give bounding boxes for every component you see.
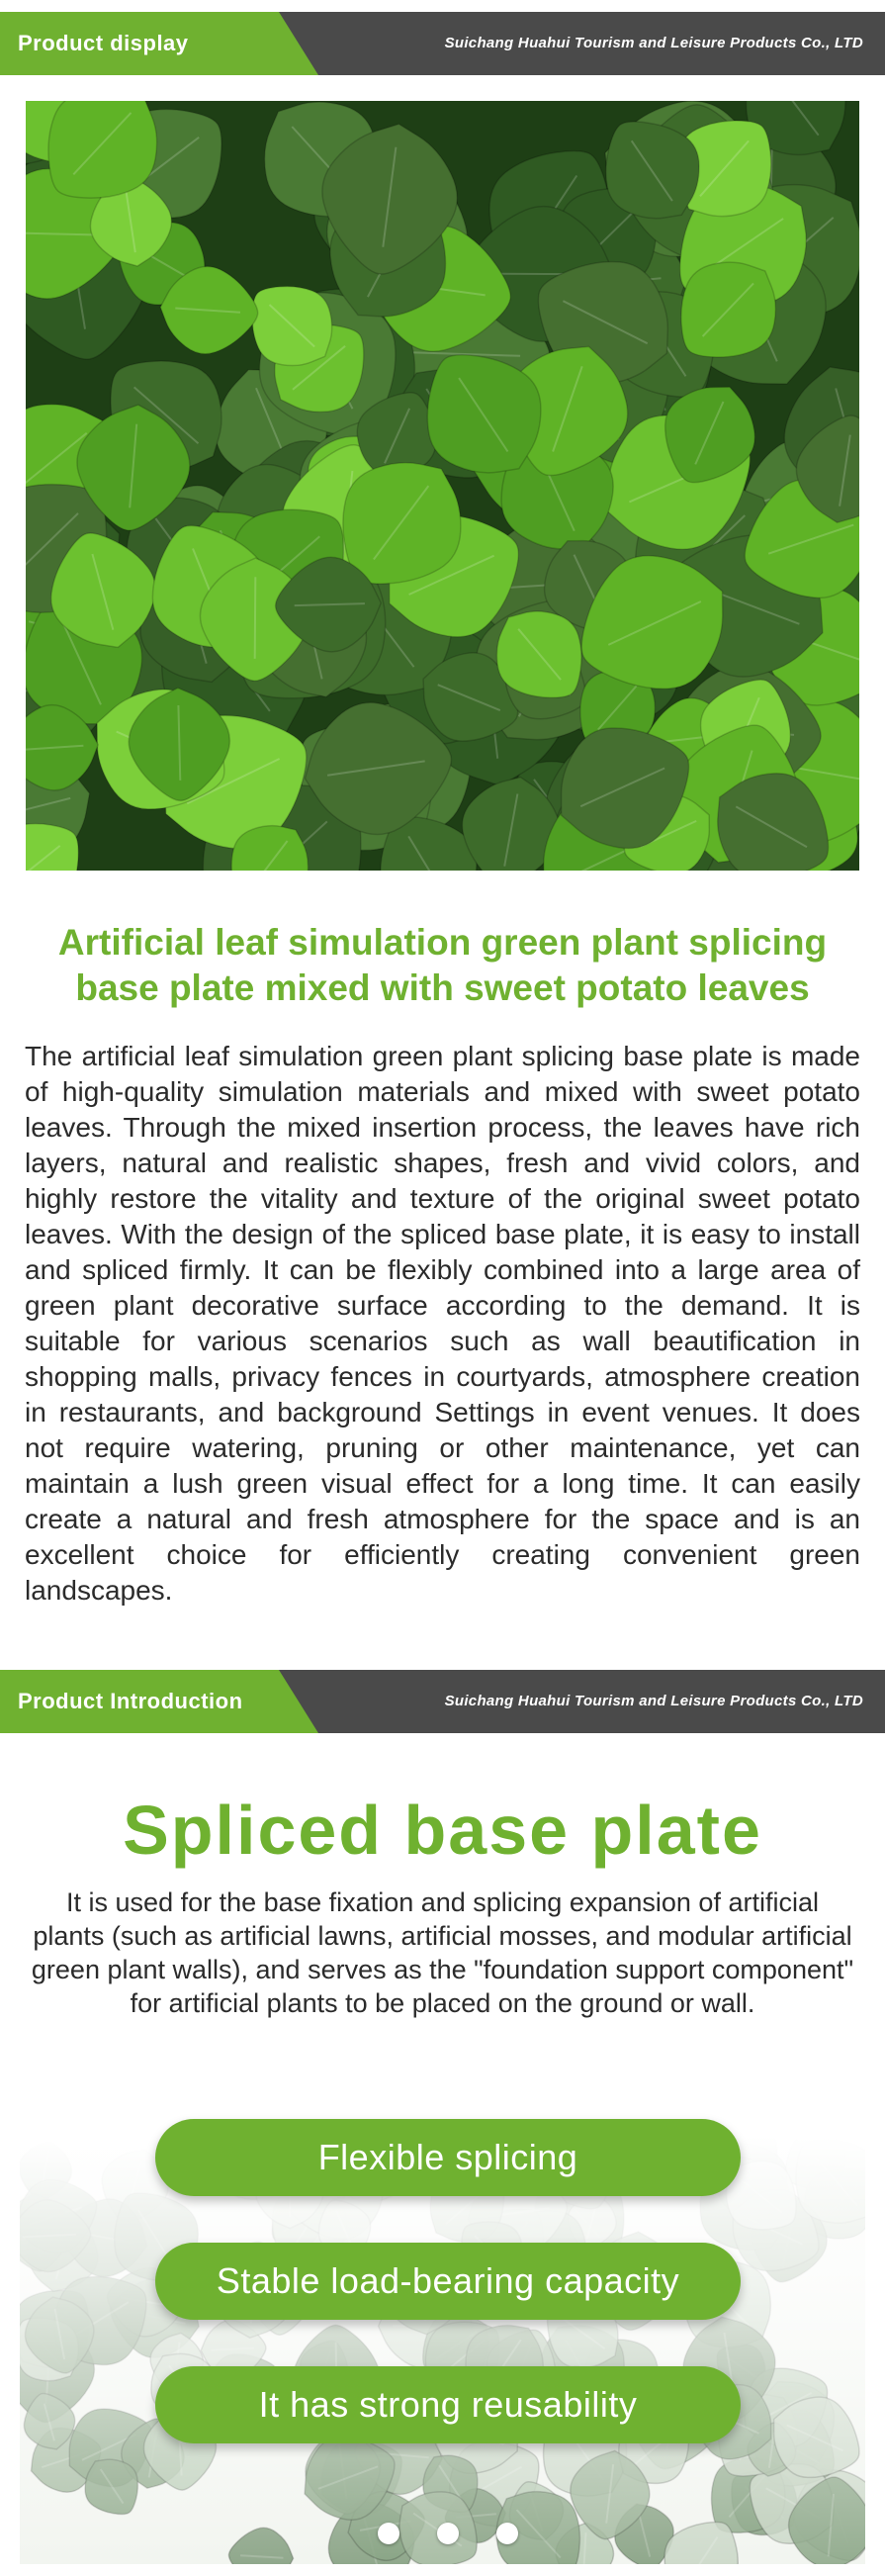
panel-fade-overlay xyxy=(20,2137,865,2564)
faded-leaf-image xyxy=(20,2137,865,2564)
feature-pill-flexible-splicing: Flexible splicing xyxy=(155,2119,741,2196)
feature-pill-load-bearing: Stable load-bearing capacity xyxy=(155,2243,741,2320)
product-title: Artificial leaf simulation green plant splicing base plate mixed with sweet potato leaves xyxy=(57,922,828,1008)
banner-label: Product display xyxy=(18,31,189,55)
intro-description: It is used for the base fixation and splicing expansion of artificial plants (such as artificial lawns, artificial mosses, and modular artificial green plant walls), and serves as the "foundation support component" for artificial plants to be placed on the ground or wall. xyxy=(31,1887,854,2018)
leaf-shape xyxy=(48,101,157,198)
pagination-dot[interactable] xyxy=(378,2523,399,2544)
product-photo xyxy=(26,101,859,871)
banner-label: Product Introduction xyxy=(18,1689,243,1713)
pagination-dot[interactable] xyxy=(437,2523,459,2544)
section-banner-product-introduction xyxy=(0,1670,885,1733)
leaf-shape xyxy=(26,824,78,871)
leaf-wall-image xyxy=(26,101,859,871)
feature-background-panel xyxy=(20,2137,865,2564)
leaf-vein xyxy=(255,577,256,659)
carousel-pagination xyxy=(0,2523,885,2546)
company-name: Suichang Huahui Tourism and Leisure Products Co., LTD xyxy=(444,1693,863,1709)
intro-title: Spliced base plate xyxy=(123,1792,762,1869)
section-banner-product-display xyxy=(0,12,885,75)
pagination-dot[interactable] xyxy=(496,2523,518,2544)
feature-pill-reusability: It has strong reusability xyxy=(155,2366,741,2443)
product-description: The artificial leaf simulation green plant splicing base plate is made of high-quality simulation materials and mixed with sweet potato leaves. Through the mixed insertion process, the leaves have rich layers, natural and realistic shapes, fresh and vivid colors, and highly restore the vitality and texture of the original sweet potato leaves. With the design of the spliced base plate, it is easy to install and spliced firmly. It can be flexibly combined into a large area of green plant decorative surface according to the demand. It is suitable for various scenarios such as wall beautification in shopping malls, privacy fences in courtyards, atmosphere creation in restaurants, and background Settings in event venues. It does not require watering, pruning or other maintenance, yet can maintain a lush green visual effect for a long time. It can easily create a natural and fresh atmosphere for the space and is an excellent choice for efficiently creating convenient green landscapes. xyxy=(25,1041,860,1606)
company-name: Suichang Huahui Tourism and Leisure Products Co., LTD xyxy=(444,35,863,51)
